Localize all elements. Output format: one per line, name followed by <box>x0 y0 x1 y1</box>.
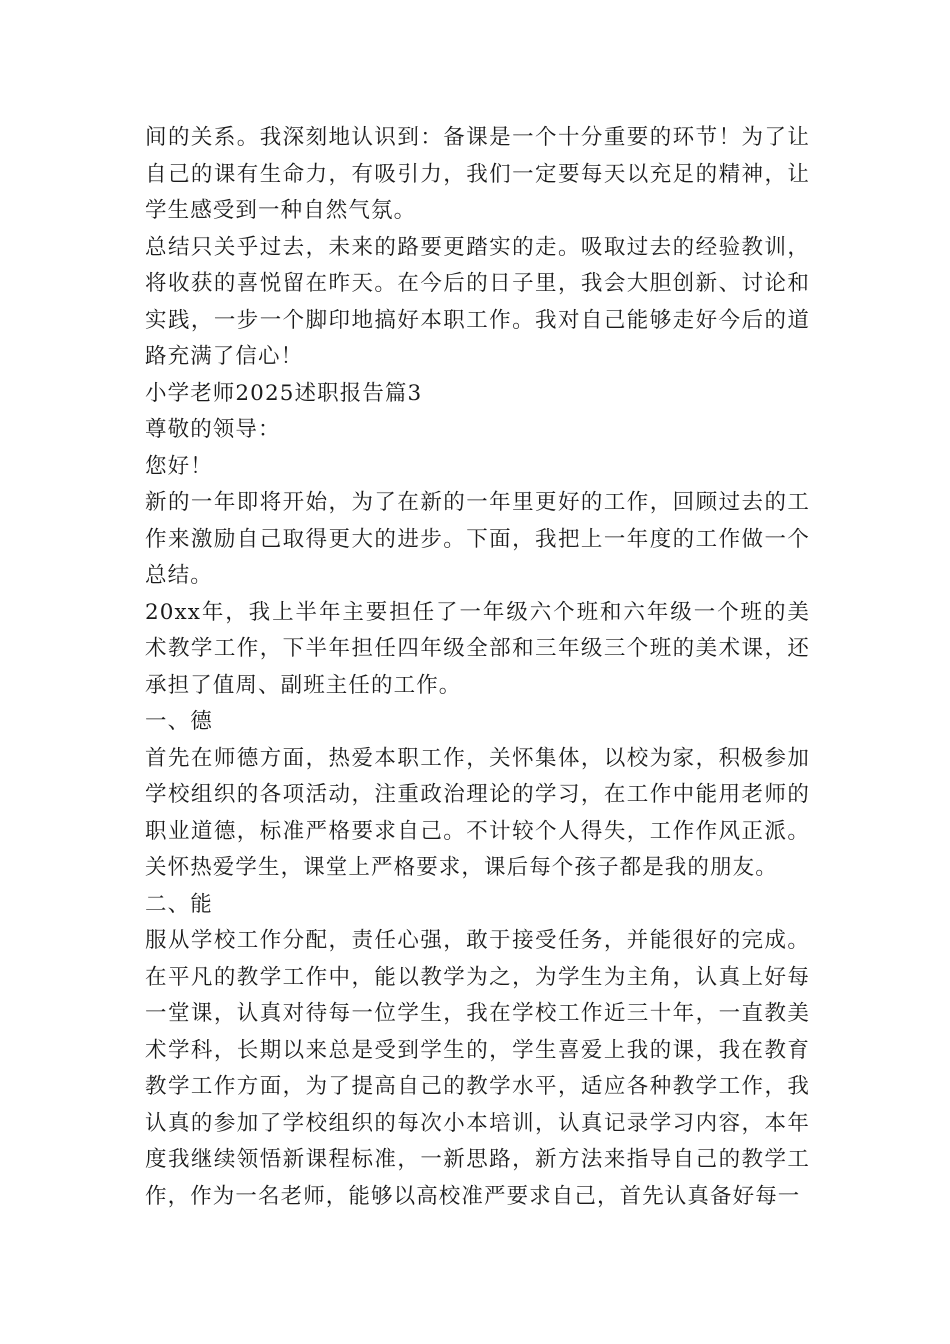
paragraph-lesson-prep: 间的关系。我深刻地认识到：备课是一个十分重要的环节！为了让自己的课有生命力，有吸引力，我们一定要每天以充足的精神，让学生感受到一种自然气氛。 <box>145 125 810 223</box>
section-title: 小学老师2025述职报告篇3 <box>145 380 423 406</box>
heading-ability: 二、能 <box>145 891 213 917</box>
paragraph-intro: 新的一年即将开始，为了在新的一年里更好的工作，回顾过去的工作来激励自己取得更大的进步。下面，我把上一年度的工作做一个总结。 <box>145 490 810 588</box>
paragraph-ability: 服从学校工作分配，责任心强，敢于接受任务，并能很好的完成。在平凡的教学工作中，能以教学为之，为学生为主角，认真上好每一堂课，认真对待每一位学生，我在学校工作近三十年，一直教美术学科，长期以来总是受到学生的，学生喜爱上我的课，我在教育教学工作方面，为了提高自己的教学水平，适应各种教学工作，我认真的参加了学校组织的每次小本培训，认真记录学习内容，本年度我继续领悟新课程标准，一新思路，新方法来指导自己的教学工作，作为一名老师，能够以高校准严要求自己，首先认真备好每一 <box>145 928 810 1209</box>
salutation: 尊敬的领导： <box>145 417 281 442</box>
greeting: 您好！ <box>145 453 213 479</box>
paragraph-duties: 20xx年，我上半年主要担任了一年级六个班和六年级一个班的美术教学工作，下半年担任四年级全部和三年级三个班的美术课，还承担了值周、副班主任的工作。 <box>145 599 810 698</box>
heading-morality: 一、德 <box>145 709 213 734</box>
paragraph-morality: 首先在师德方面，热爱本职工作，关怀集体，以校为家，积极参加学校组织的各项活动，注重政治理论的学习，在工作中能用老师的职业道德，标准严格要求自己。不计较个人得失，工作作风正派。关怀热爱学生，课堂上严格要求，课后每个孩子都是我的朋友。 <box>145 745 810 880</box>
paragraph-summary-future: 总结只关乎过去，未来的路要更踏实的走。吸取过去的经验教训，将收获的喜悦留在昨天。在今后的日子里，我会大胆创新、讨论和实践，一步一个脚印地搞好本职工作。我对自己能够走好今后的道路充满了信心！ <box>145 234 810 369</box>
document-body <box>145 120 810 1215</box>
